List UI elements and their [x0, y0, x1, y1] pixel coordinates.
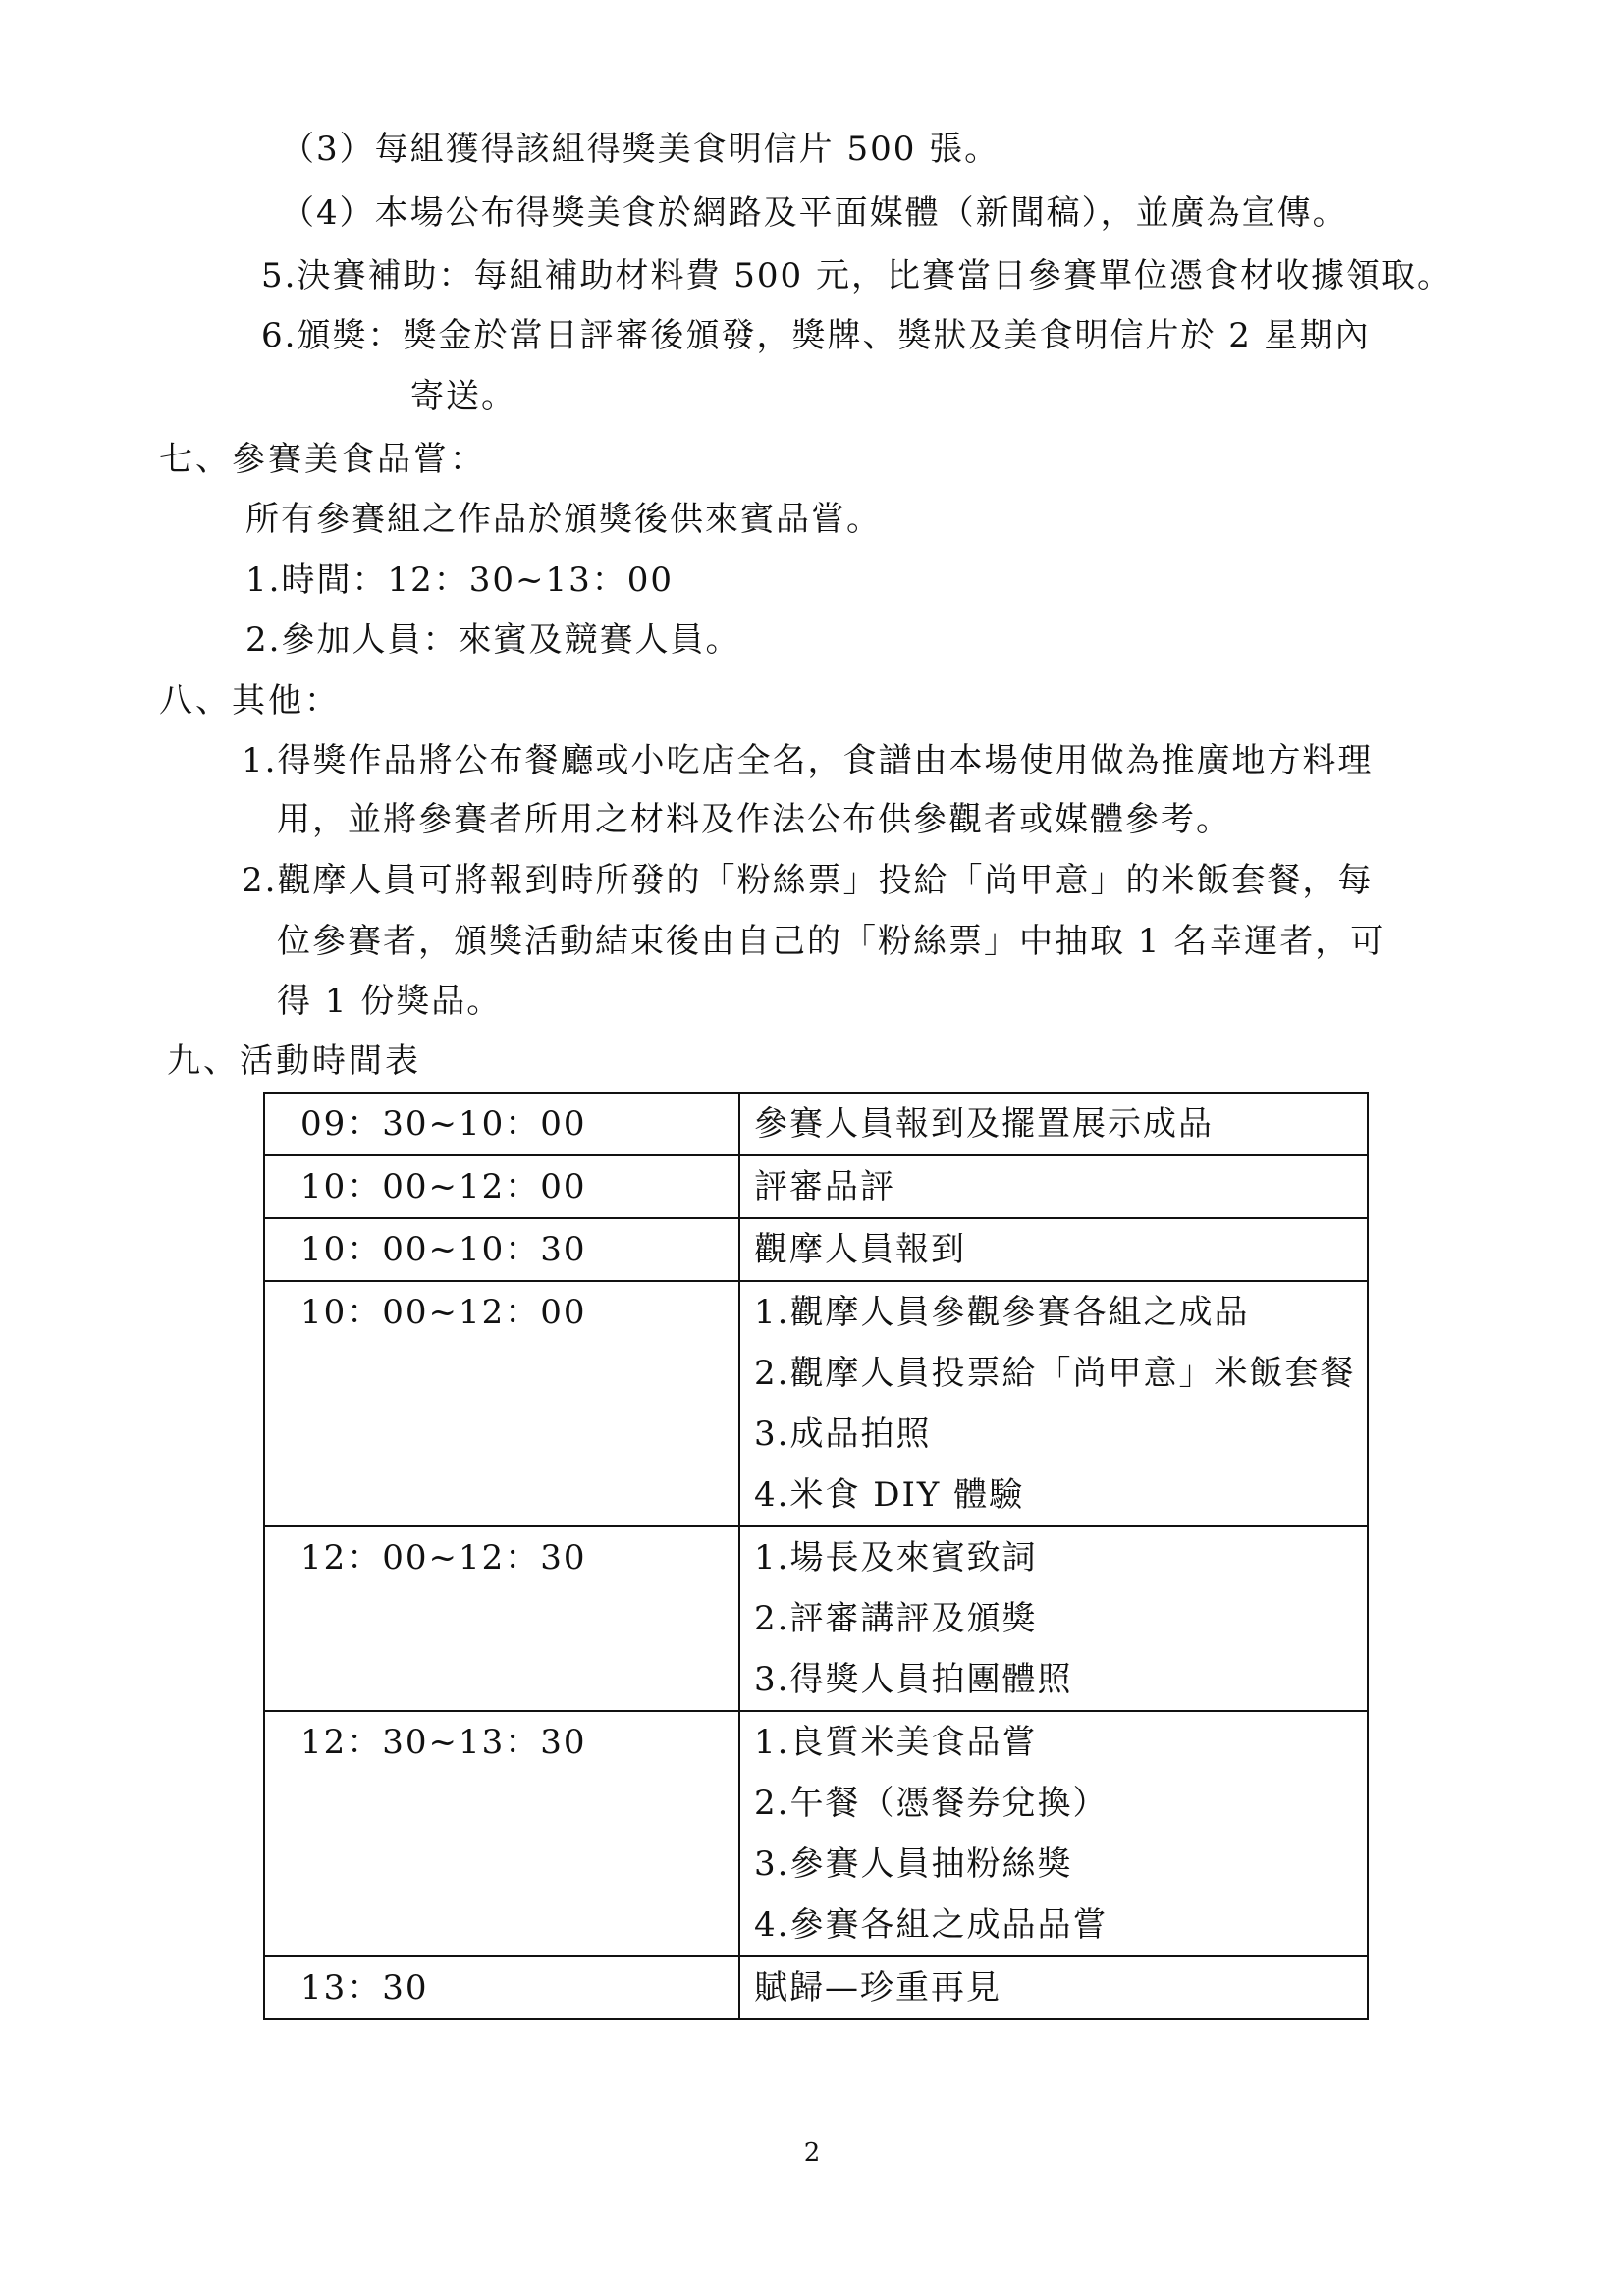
award-item-line-2: 寄送。 [410, 377, 516, 416]
schedule-time: 12：00~12：30 [300, 1538, 587, 1577]
schedule-activity: 1.觀摩人員參觀參賽各組之成品 [754, 1293, 1250, 1332]
section-7-time: 1.時間：12：30~13：00 [245, 561, 674, 600]
section-9-heading: 九、活動時間表 [167, 1041, 421, 1081]
section-8-item-1-line-1: 1.得獎作品將公布餐廳或小吃店全名，食譜由本場使用做為推廣地方料理 [242, 741, 1374, 780]
schedule-row [264, 1218, 1368, 1281]
schedule-activity-cell [739, 1093, 1368, 1155]
schedule-activity: 2.午餐（憑餐券兌換） [754, 1784, 1109, 1823]
schedule-row [264, 1711, 1368, 1956]
schedule-activity: 2.觀摩人員投票給「尚甲意」米飯套餐 [754, 1354, 1356, 1393]
schedule-activity-cell [739, 1956, 1368, 2019]
schedule-activity-cell [739, 1281, 1368, 1526]
schedule-time: 12：30~13：30 [300, 1723, 587, 1762]
schedule-activity: 賦歸—珍重再見 [754, 1968, 1001, 2007]
schedule-time: 10：00~12：00 [300, 1167, 587, 1206]
schedule-time: 10：00~10：30 [300, 1230, 587, 1269]
schedule-time: 09：30~10：00 [300, 1104, 587, 1144]
schedule-activity: 1.場長及來賓致詞 [754, 1538, 1038, 1577]
schedule-time-cell [264, 1526, 739, 1711]
section-8-item-2-line-1: 2.觀摩人員可將報到時所發的「粉絲票」投給「尚甲意」的米飯套餐，每 [242, 861, 1374, 900]
section-7-heading: 七、參賽美食品嘗： [159, 440, 486, 479]
schedule-activity: 4.參賽各組之成品品嘗 [754, 1905, 1109, 1945]
schedule-activity: 觀摩人員報到 [754, 1230, 966, 1269]
schedule-time-cell [264, 1281, 739, 1526]
final-subsidy-item: 5.決賽補助：每組補助材料費 500 元，比賽當日參賽單位憑食材收據領取。 [261, 256, 1452, 295]
schedule-activity-cell [739, 1711, 1368, 1956]
schedule-row [264, 1956, 1368, 2019]
section-8-item-2-line-3: 得 1 份獎品。 [277, 982, 503, 1021]
schedule-activity: 評審品評 [754, 1167, 895, 1206]
section-8-heading: 八、其他： [159, 681, 341, 721]
schedule-activity: 4.米食 DIY 體驗 [754, 1475, 1025, 1515]
schedule-row [264, 1155, 1368, 1218]
schedule-time: 10：00~12：00 [300, 1293, 587, 1332]
schedule-activity: 3.成品拍照 [754, 1415, 932, 1454]
schedule-time-cell [264, 1711, 739, 1956]
schedule-time-cell [264, 1956, 739, 2019]
award-item-line-1: 6.頒獎：獎金於當日評審後頒發，獎牌、獎狀及美食明信片於 2 星期內 [261, 316, 1371, 355]
schedule-time-cell [264, 1093, 739, 1155]
schedule-activity: 3.參賽人員抽粉絲獎 [754, 1844, 1073, 1884]
page-number: 2 [803, 2138, 821, 2167]
activity-schedule-table [263, 1092, 1369, 2020]
schedule-activity-cell [739, 1218, 1368, 1281]
prize-item-3: （3）每組獲得該組得獎美食明信片 500 張。 [281, 130, 1001, 169]
section-7-participants: 2.參加人員：來賓及競賽人員。 [245, 620, 741, 660]
schedule-activity: 參賽人員報到及擺置展示成品 [754, 1104, 1214, 1144]
schedule-body [264, 1093, 1368, 2019]
section-8-item-1-line-2: 用，並將參賽者所用之材料及作法公布供參觀者或媒體參考。 [277, 800, 1231, 839]
schedule-activity-cell [739, 1526, 1368, 1711]
schedule-activity-cell [739, 1155, 1368, 1218]
schedule-time-cell [264, 1218, 739, 1281]
section-8-item-2-line-2: 位參賽者，頒獎活動結束後由自己的「粉絲票」中抽取 1 名幸運者，可 [277, 922, 1386, 961]
prize-item-4: （4）本場公布得獎美食於網路及平面媒體（新聞稿），並廣為宣傳。 [281, 193, 1348, 233]
schedule-time-cell [264, 1155, 739, 1218]
section-7-intro: 所有參賽組之作品於頒獎後供來賓品嘗。 [245, 500, 882, 539]
schedule-activity: 2.評審講評及頒獎 [754, 1599, 1038, 1638]
schedule-activity: 1.良質米美食品嘗 [754, 1723, 1038, 1762]
schedule-row [264, 1093, 1368, 1155]
schedule-time: 13：30 [300, 1968, 429, 2007]
schedule-row [264, 1281, 1368, 1526]
schedule-row [264, 1526, 1368, 1711]
schedule-activity: 3.得獎人員拍團體照 [754, 1660, 1073, 1699]
